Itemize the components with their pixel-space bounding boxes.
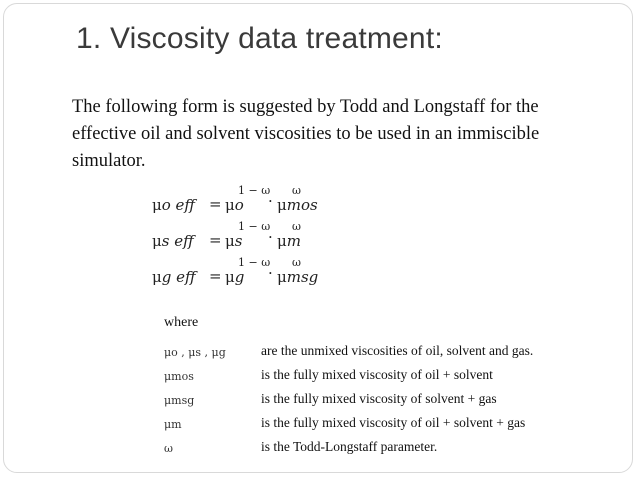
equals-sign: =	[209, 231, 222, 249]
equation-rhs-term2: μmsg	[277, 268, 319, 286]
exponent-2: ω	[292, 220, 301, 233]
slide	[3, 3, 633, 473]
equals-sign: =	[209, 195, 222, 213]
equals-sign: =	[209, 267, 222, 285]
definition-text: is the Todd-Longstaff parameter.	[261, 439, 438, 454]
definition-text: are the unmixed viscosities of oil, solvent and gas.	[261, 343, 534, 358]
equation-rhs-term2: μm	[277, 232, 301, 250]
equation-gas	[152, 258, 372, 292]
definition-text: is the fully mixed viscosity of oil + solvent	[261, 367, 493, 382]
multiply-dot: ·	[268, 192, 273, 210]
exponent-1: 1 − ω	[238, 184, 271, 197]
equation-rhs-term1: μg	[225, 268, 245, 286]
equation-oil	[152, 186, 372, 220]
definition-row	[164, 438, 604, 462]
equation-rhs-term2: μmos	[277, 196, 318, 214]
definitions-list	[164, 342, 604, 462]
exponent-2: ω	[292, 184, 301, 197]
definition-symbol: μo , μs , μg	[164, 346, 226, 359]
definition-symbol: μmos	[164, 370, 194, 383]
multiply-dot: ·	[268, 264, 273, 282]
definition-row	[164, 390, 604, 414]
definition-text: is the fully mixed viscosity of solvent + gas	[261, 391, 497, 406]
equation-block	[152, 186, 372, 296]
definition-symbol: ω	[164, 442, 173, 455]
equation-lhs: μs eff	[152, 232, 194, 250]
definition-symbol: μmsg	[164, 394, 195, 407]
where-label: where	[164, 315, 199, 330]
equation-rhs-term1: μo	[225, 196, 244, 214]
definition-symbol: μm	[164, 418, 182, 431]
exponent-1: 1 − ω	[238, 256, 271, 269]
definition-row	[164, 342, 604, 366]
equation-solvent	[152, 222, 372, 256]
definition-row	[164, 414, 604, 438]
multiply-dot: ·	[268, 228, 273, 246]
equation-rhs-term1: μs	[225, 232, 243, 250]
slide-title: 1. Viscosity data treatment:	[76, 22, 443, 55]
equation-lhs: μg eff	[152, 268, 196, 286]
exponent-1: 1 − ω	[238, 220, 271, 233]
intro-paragraph: The following form is suggested by Todd and Longstaff for the effective oil and solvent viscosities to be used in an immiscible simulator.	[72, 97, 540, 171]
definition-row	[164, 366, 604, 390]
exponent-2: ω	[292, 256, 301, 269]
definition-text: is the fully mixed viscosity of oil + solvent + gas	[261, 415, 526, 430]
equation-lhs: μo eff	[152, 196, 196, 214]
